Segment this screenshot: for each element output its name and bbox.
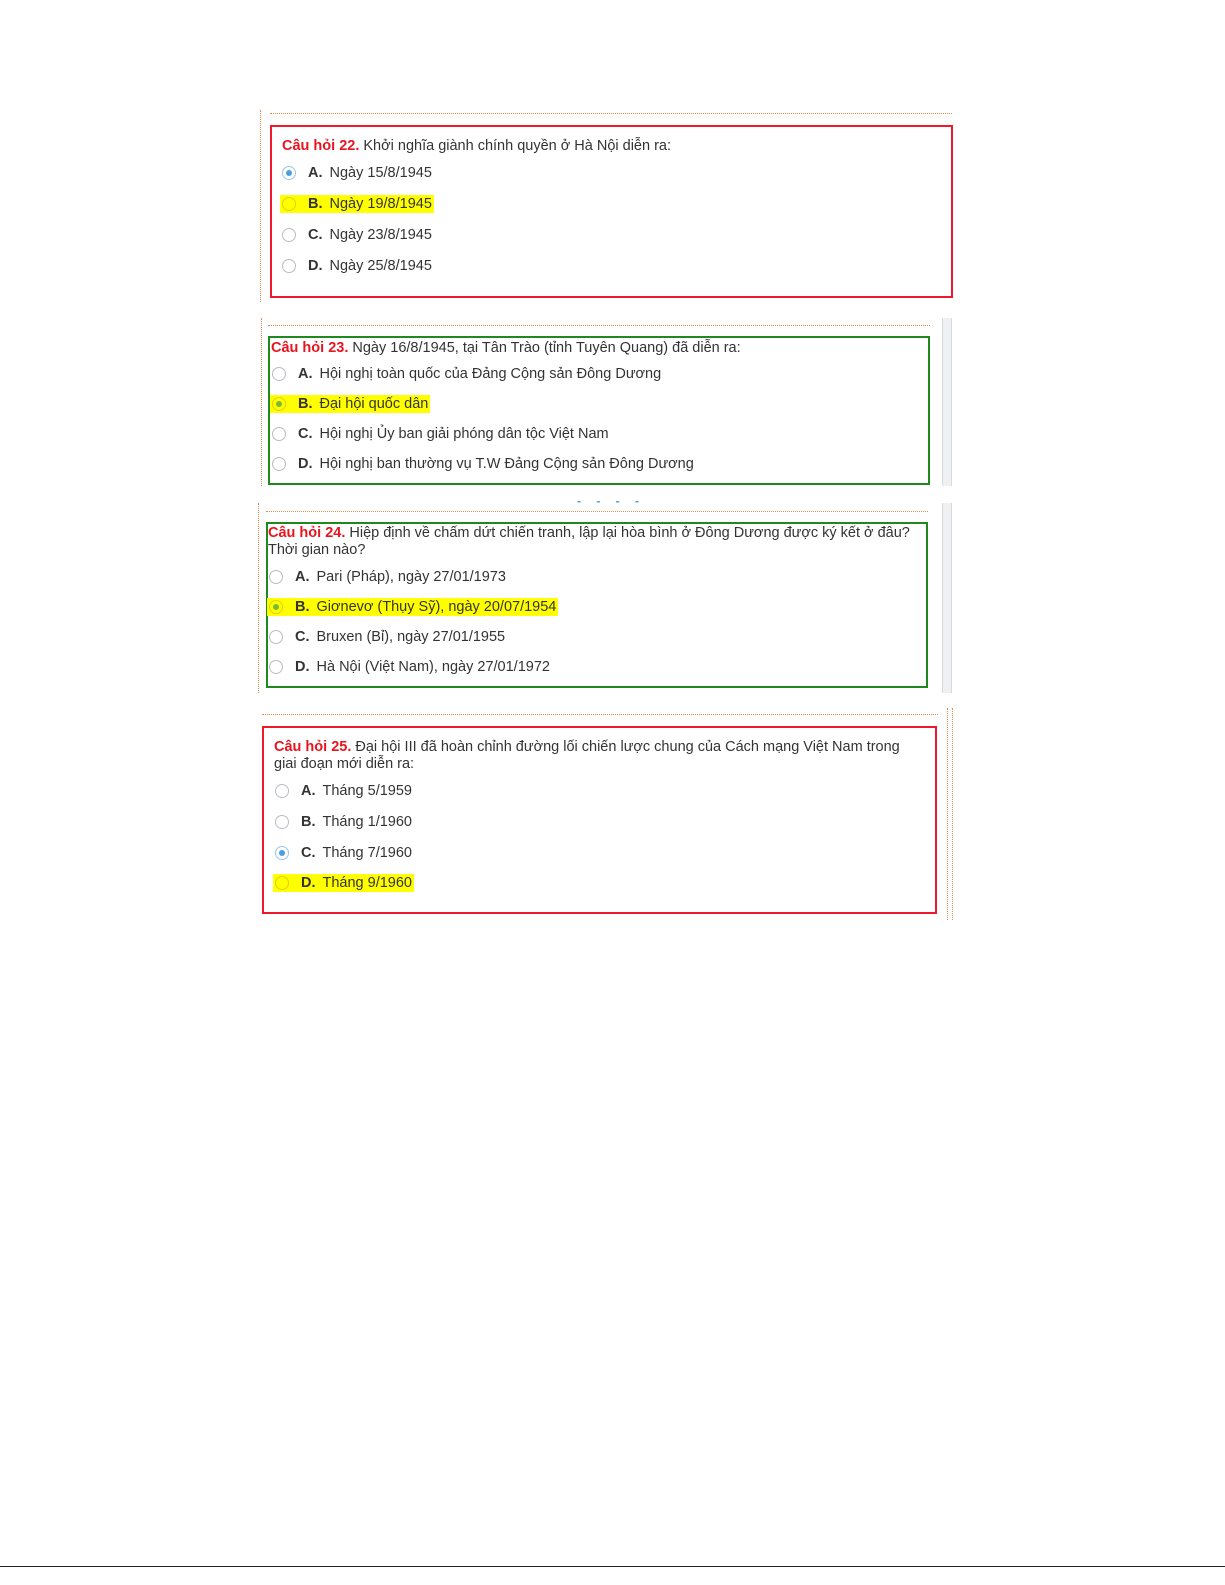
option-letter: D. xyxy=(308,258,323,274)
option-a[interactable] xyxy=(272,364,661,384)
question-number: Câu hỏi 24. xyxy=(268,525,346,541)
option-text: Ngày 19/8/1945 xyxy=(329,196,432,212)
dotted-guide xyxy=(952,708,953,920)
question-card-22 xyxy=(270,125,953,298)
question-title xyxy=(271,340,741,357)
question-title xyxy=(274,739,924,773)
option-letter: B. xyxy=(308,196,323,212)
option-a[interactable] xyxy=(282,163,432,183)
option-b[interactable] xyxy=(280,194,434,214)
radio-button[interactable] xyxy=(282,259,296,273)
selected-dot xyxy=(286,170,292,176)
radio-button[interactable] xyxy=(272,427,286,441)
question-card-25 xyxy=(262,726,937,914)
separator: - - - - xyxy=(577,494,645,508)
correct-answer-highlight xyxy=(280,195,434,213)
option-b[interactable] xyxy=(270,394,430,414)
dotted-guide xyxy=(270,113,952,114)
scrollbar[interactable] xyxy=(942,318,952,486)
option-letter: B. xyxy=(295,599,310,615)
dotted-guide xyxy=(947,708,948,920)
selected-dot xyxy=(276,401,282,407)
option-letter: D. xyxy=(295,659,310,675)
option-letter: C. xyxy=(308,227,323,243)
option-text: Tháng 9/1960 xyxy=(322,875,412,891)
option-text: Giơnevơ (Thụy Sỹ), ngày 20/07/1954 xyxy=(316,599,557,615)
option-letter: A. xyxy=(295,569,310,585)
radio-button[interactable] xyxy=(272,367,286,381)
radio-button[interactable] xyxy=(272,397,286,411)
radio-button[interactable] xyxy=(269,630,283,644)
dotted-guide xyxy=(268,325,930,326)
question-text: Khởi nghĩa giành chính quyền ở Hà Nội diễn ra: xyxy=(363,138,671,154)
radio-button[interactable] xyxy=(275,846,289,860)
radio-button[interactable] xyxy=(282,228,296,242)
option-a[interactable] xyxy=(275,781,412,801)
option-c[interactable] xyxy=(272,424,609,444)
option-d[interactable] xyxy=(272,454,694,474)
option-c[interactable] xyxy=(282,225,432,245)
option-a[interactable] xyxy=(269,567,506,587)
question-title xyxy=(268,525,918,559)
radio-button[interactable] xyxy=(282,197,296,211)
question-text: Đại hội III đã hoàn chỉnh đường lối chiến lược chung của Cách mạng Việt Nam trong giai đoạn mới diễn ra: xyxy=(274,739,900,772)
option-text: Bruxen (Bỉ), ngày 27/01/1955 xyxy=(316,629,506,645)
option-letter: A. xyxy=(298,366,313,382)
dotted-guide xyxy=(260,110,261,302)
option-text: Tháng 5/1959 xyxy=(322,783,412,799)
option-text: Tháng 7/1960 xyxy=(322,845,412,861)
option-text: Hà Nội (Việt Nam), ngày 27/01/1972 xyxy=(316,659,550,675)
radio-button[interactable] xyxy=(269,600,283,614)
correct-answer-highlight xyxy=(273,874,414,892)
question-text: Hiệp định về chấm dứt chiến tranh, lập lại hòa bình ở Đông Dương được ký kết ở đâu? Thời gian nào? xyxy=(268,525,910,558)
option-text: Hội nghị ban thường vụ T.W Đảng Cộng sản Đông Dương xyxy=(319,456,694,472)
option-text: Đại hội quốc dân xyxy=(319,396,429,412)
radio-button[interactable] xyxy=(275,815,289,829)
option-letter: C. xyxy=(298,426,313,442)
question-text: Ngày 16/8/1945, tại Tân Trào (tỉnh Tuyên Quang) đã diễn ra: xyxy=(352,340,741,356)
option-letter: C. xyxy=(301,845,316,861)
correct-answer-highlight xyxy=(270,395,430,413)
radio-button[interactable] xyxy=(275,876,289,890)
dotted-guide xyxy=(261,318,262,486)
option-letter: A. xyxy=(308,165,323,181)
question-card-23 xyxy=(268,336,930,485)
option-c[interactable] xyxy=(269,627,505,647)
dotted-guide xyxy=(258,503,259,693)
option-letter: B. xyxy=(301,814,316,830)
dotted-guide xyxy=(262,714,938,715)
option-b[interactable] xyxy=(275,812,412,832)
question-number: Câu hỏi 22. xyxy=(282,138,360,154)
option-text: Hội nghị toàn quốc của Đảng Cộng sản Đông Dương xyxy=(319,366,662,382)
option-d[interactable] xyxy=(269,657,550,677)
radio-button[interactable] xyxy=(275,784,289,798)
option-text: Ngày 15/8/1945 xyxy=(329,165,432,181)
option-text: Ngày 25/8/1945 xyxy=(329,258,432,274)
option-c[interactable] xyxy=(275,843,412,863)
option-letter: D. xyxy=(298,456,313,472)
option-letter: C. xyxy=(295,629,310,645)
scrollbar[interactable] xyxy=(942,503,952,693)
question-number: Câu hỏi 25. xyxy=(274,739,352,755)
question-title xyxy=(282,138,671,155)
question-number: Câu hỏi 23. xyxy=(271,340,349,356)
option-text: Pari (Pháp), ngày 27/01/1973 xyxy=(316,569,506,585)
dotted-guide xyxy=(266,511,928,512)
radio-button[interactable] xyxy=(269,570,283,584)
option-letter: B. xyxy=(298,396,313,412)
option-letter: A. xyxy=(301,783,316,799)
selected-dot xyxy=(279,850,285,856)
option-text: Tháng 1/1960 xyxy=(322,814,412,830)
radio-button[interactable] xyxy=(272,457,286,471)
option-d[interactable] xyxy=(273,873,414,893)
option-text: Hội nghị Ủy ban giải phóng dân tộc Việt Nam xyxy=(319,426,609,442)
selected-dot xyxy=(273,604,279,610)
correct-answer-highlight xyxy=(267,598,558,616)
page-bottom-rule xyxy=(0,1566,1225,1567)
option-b[interactable] xyxy=(267,597,558,617)
question-card-24 xyxy=(266,522,928,688)
option-text: Ngày 23/8/1945 xyxy=(329,227,432,243)
radio-button[interactable] xyxy=(269,660,283,674)
option-letter: D. xyxy=(301,875,316,891)
option-d[interactable] xyxy=(282,256,432,276)
radio-button[interactable] xyxy=(282,166,296,180)
